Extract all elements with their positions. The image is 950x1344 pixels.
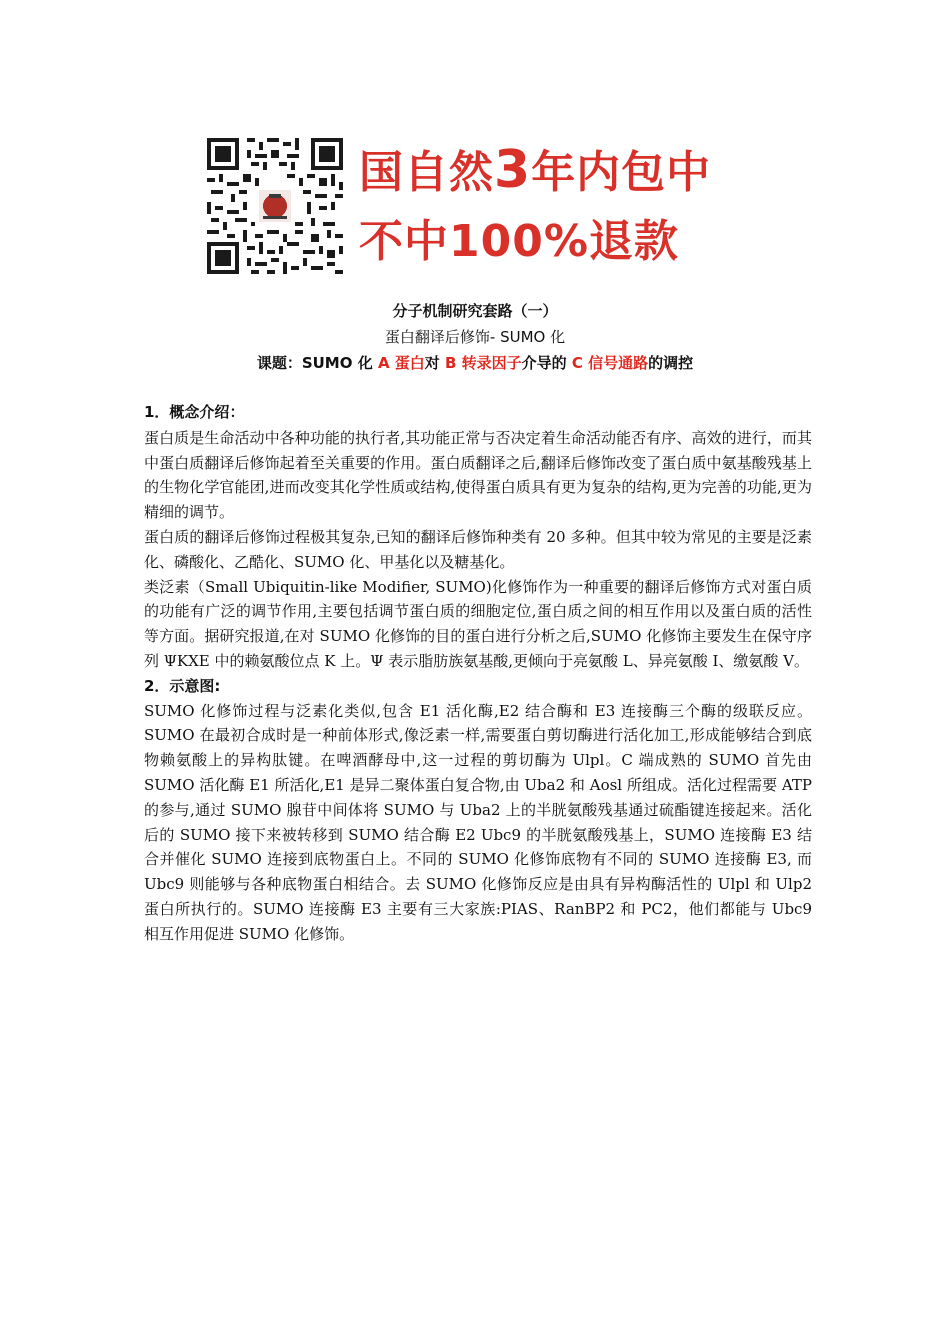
promo-number: 3 <box>494 140 532 200</box>
topic-mid1: 对 <box>424 354 446 372</box>
subtitle: 蛋白翻译后修饰- SUMO 化 <box>384 328 566 346</box>
topic-mid2: 介导的 <box>521 354 572 372</box>
section2-paragraph-1: SUMO 化修饰过程与泛素化类似,包含 E1 活化酶,E2 结合酶和 E3 连接酶三个酶的级联反应。SUMO 在最初合成时是一种前体形式,像泛素一样,需要蛋白剪切酶进行活化加工,形成能够结合到底物赖氨酸上的异构肽键。在啤酒酵母中,这一过程的剪切酶为 Ulpl。C 端成熟的 SUMO 首先由 SUMO 活化酶 E1 所活化,E1 是异二聚体蛋白复合物,由 Uba2 和 Aosl 所组成。活化过程需要 ATP 的参与,通过 SUMO 腺苷中间体将 SUMO 与 Uba2 上的半胱氨酸残基通过硫酯键连接起来。活化后的 SUMO 接下来被转移到 SUMO 结合酶 E2 Ubc9 的半胱氨酸残基上，SUMO 连接酶 E3 结合并催化 SUMO 连接到底物蛋白上。不同的 SUMO 化修饰底物有不同的 SUMO 连接酶 E3, 而 Ubc9 则能够与各种底物蛋白相结合。去 SUMO 化修饰反应是由具有异构酶活性的 Ulpl 和 Ulp2 蛋白所执行的。SUMO 连接酶 E3 主要有三大家族:PIAS、RanBP2 和 PC2，他们都能与 Ubc9 相互作用促进 SUMO 化修饰。 <box>144 701 812 943</box>
promo-suffix: 年内包中 <box>531 147 712 198</box>
section1-paragraph-3: 类泛素（Small Ubiquitin-like Modifier, SUMO)化修饰作为一种重要的翻译后修饰方式对蛋白质的功能有广泛的调节作用,主要包括调节蛋白质的细胞定位,蛋白质之间的相互作用以及蛋白质的活性等方面。据研究报道,在对 SUMO 化修饰的目的蛋白进行分析之后,SUMO 化修饰主要发生在保守序列 ΨKXE 中的赖氨酸位点 K 上。Ψ 表示脂肪族氨基酸,更倾向于亮氨酸 L、异亮氨酸 I、缴氨酸 V。 <box>144 577 812 670</box>
document-body <box>144 400 812 947</box>
topic-suffix: 的调控 <box>648 354 694 372</box>
promo-banner <box>207 138 747 278</box>
topic-line <box>0 350 950 376</box>
title-block <box>0 298 950 376</box>
section1-heading: 1．概念介绍： <box>144 403 245 421</box>
main-title: 分子机制研究套路（一） <box>392 302 558 320</box>
section1-paragraph-2: 蛋白质的翻译后修饰过程极其复杂,已知的翻译后修饰种类有 20 多种。但其中较为常见的主要是泛素化、磷酸化、乙酷化、SUMO 化、甲基化以及糖基化。 <box>144 527 812 571</box>
promo-refund-line: 不中100%退款 <box>359 216 679 267</box>
section1-paragraph-1: 蛋白质是生命活动中各种功能的执行者,其功能正常与否决定着生命活动能否有序、高效的进行，而其中蛋白质翻译后修饰起着至关重要的作用。蛋白质翻译之后,翻译后修饰改变了蛋白质中氨基酸残基上的生物化学官能团,进而改变其化学性质或结构,使得蛋白质具有更为复杂的结构,更为完善的功能,更为精细的调节。 <box>144 428 812 522</box>
qr-code-icon <box>207 138 343 274</box>
topic-a: A 蛋白 <box>377 354 425 372</box>
topic-prefix: 课题：SUMO 化 <box>256 354 378 372</box>
promo-prefix: 国自然 <box>359 147 494 198</box>
topic-b: B 转录因子 <box>445 354 522 372</box>
section2-heading: 2．示意图: <box>144 676 221 695</box>
topic-c: C 信号通路 <box>571 354 649 372</box>
promo-headline <box>359 142 711 201</box>
